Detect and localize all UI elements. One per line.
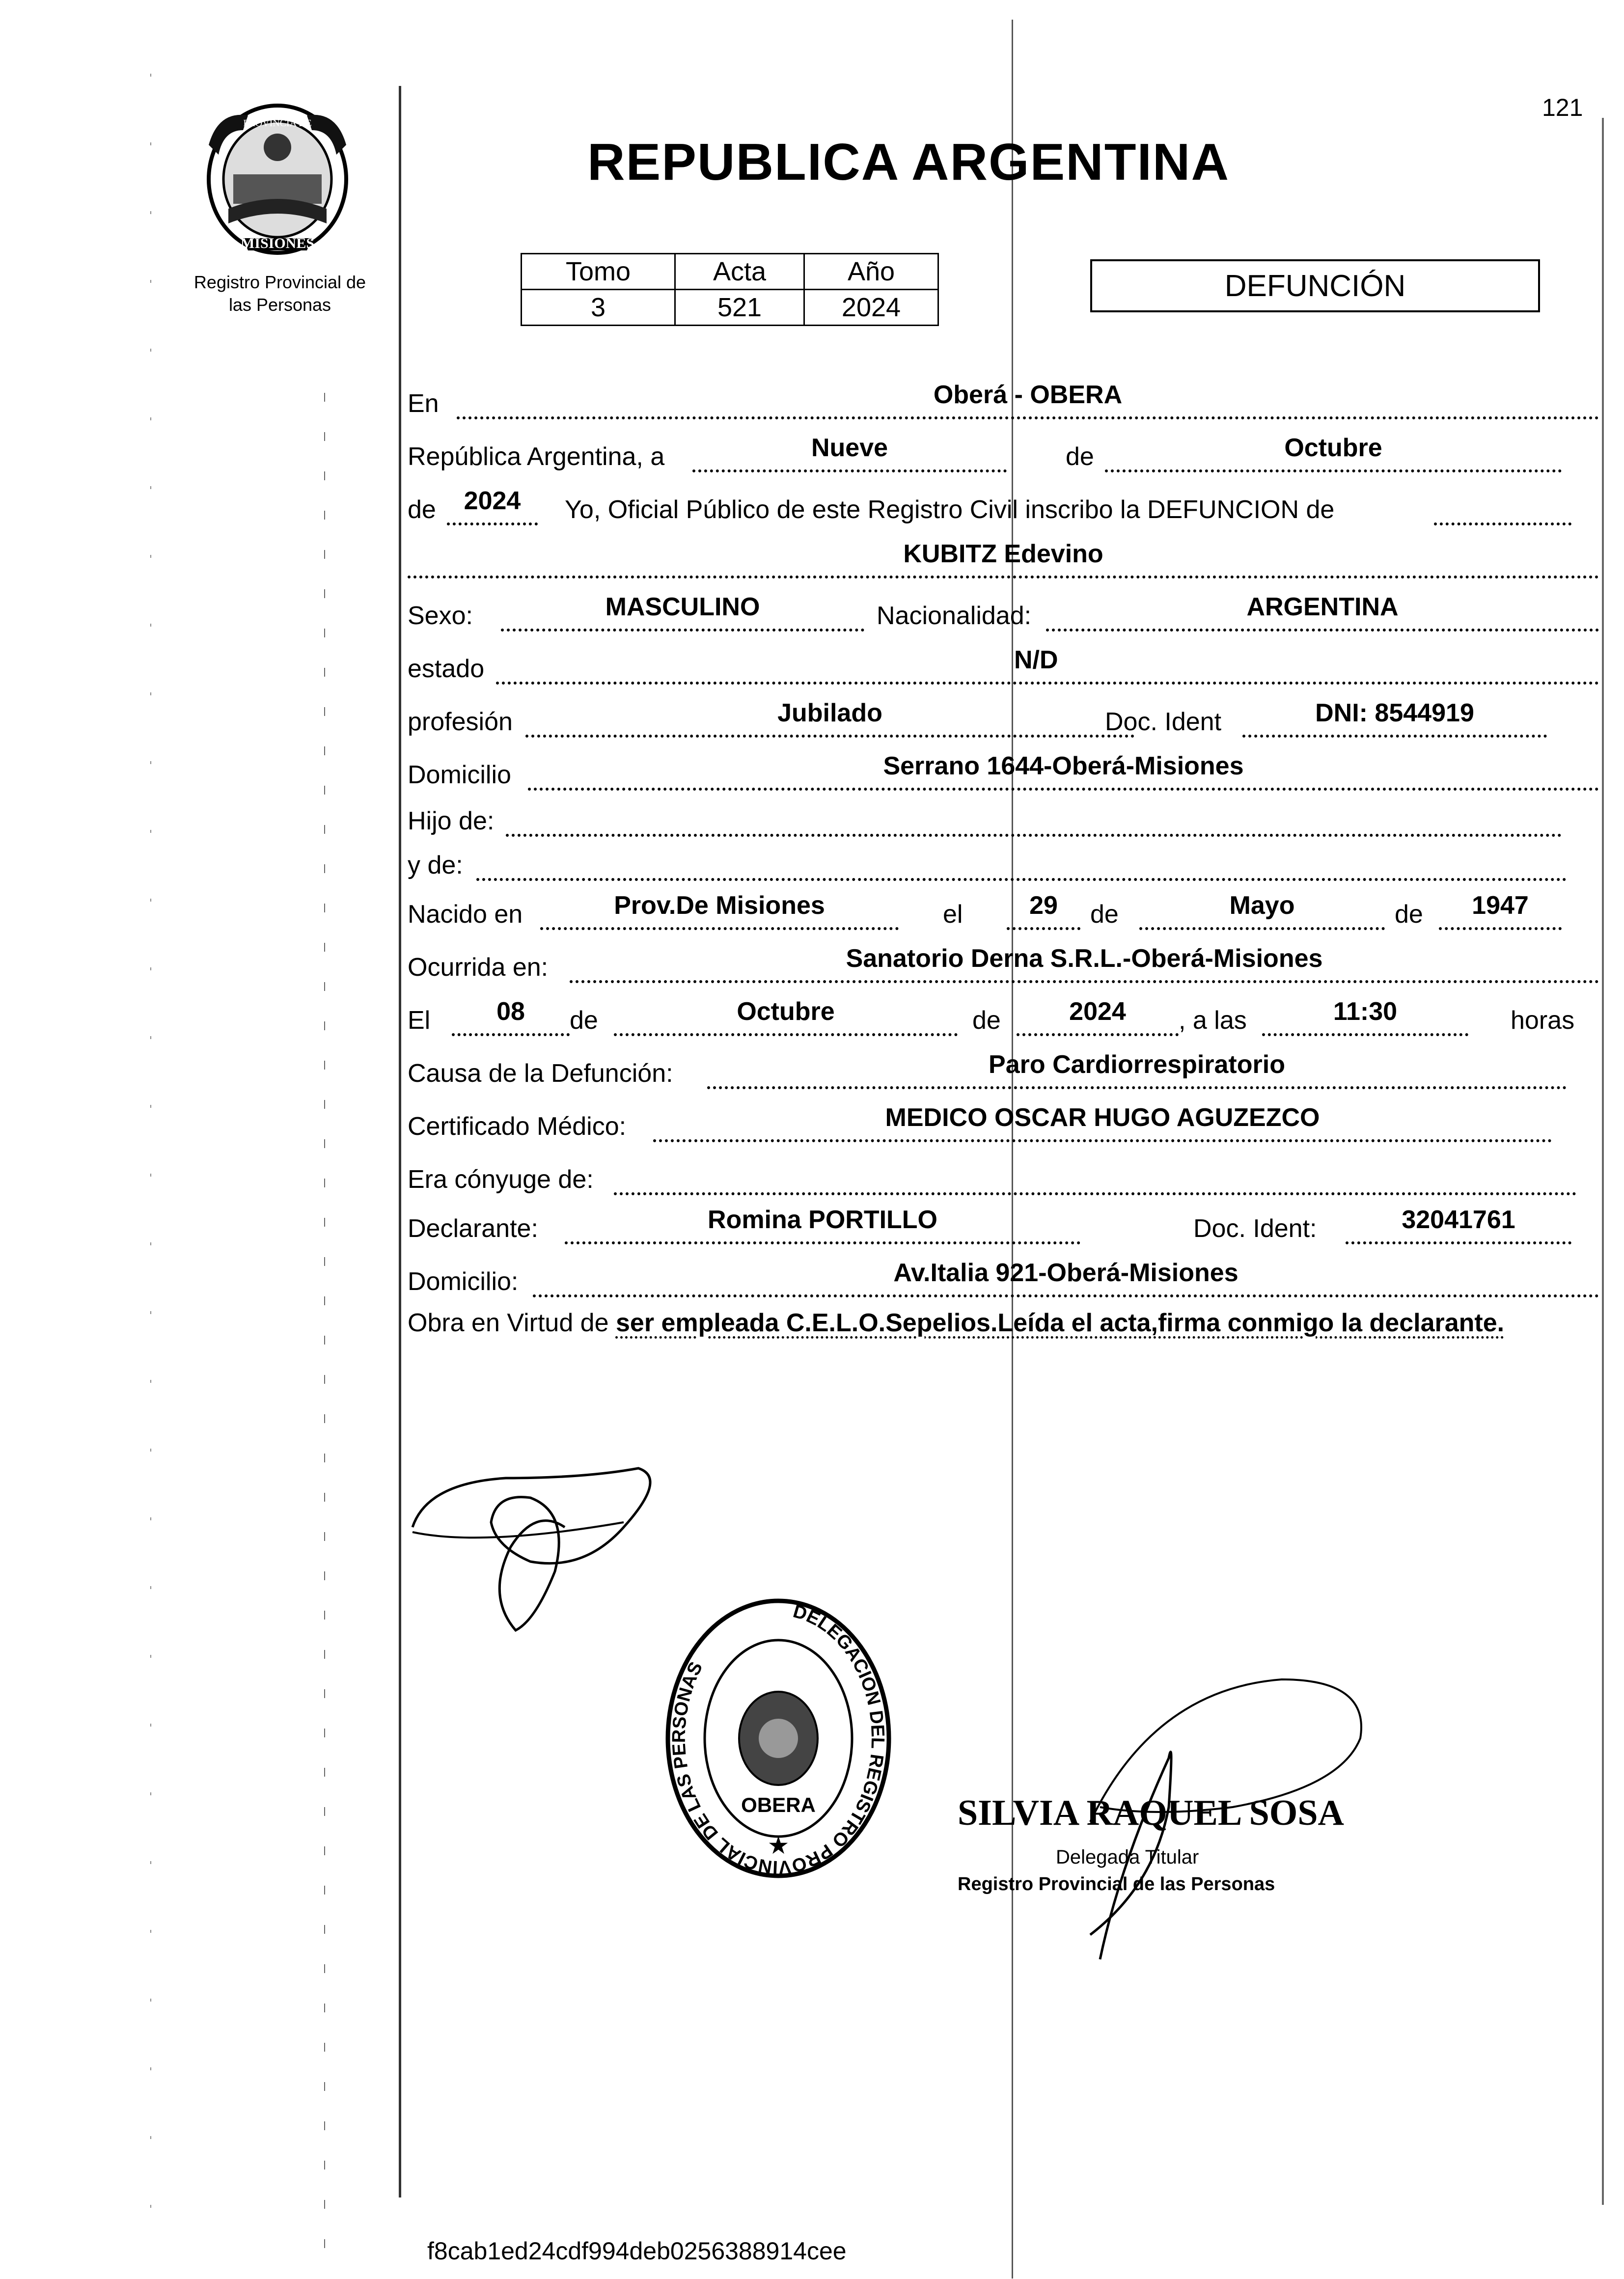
row-statement: [408, 479, 1599, 528]
value-deceased-name: KUBITZ Edevino: [903, 540, 1103, 568]
field-deceased: [408, 540, 1599, 578]
field-en: [457, 381, 1599, 419]
header-acta: Acta: [675, 254, 804, 290]
header-anio: Año: [804, 254, 938, 290]
value-anio: 2024: [804, 290, 938, 326]
label-alas: , a las: [1179, 1006, 1247, 1035]
value-obra: ser empleada C.E.L.O.Sepelios.Leída el acta,firma conmigo la declarante.: [615, 1309, 1505, 1337]
record-table-header-row: [522, 254, 938, 290]
signer-name: SILVIA RAQUEL SOSA: [958, 1793, 1344, 1833]
value-decl-doc: 32041761: [1402, 1206, 1515, 1234]
row-ocurrida: [408, 937, 1599, 986]
label-obra: Obra en Virtud de: [408, 1309, 609, 1337]
value-certificado: MEDICO OSCAR HUGO AGUZEZCO: [885, 1103, 1320, 1132]
label-estado: estado: [408, 655, 485, 683]
row-certificado: [408, 1096, 1599, 1145]
label-en: En: [408, 389, 439, 418]
label-de-2: de: [408, 495, 436, 524]
label-yde: y de:: [408, 851, 463, 879]
field-birth-day: [1007, 891, 1080, 930]
row-fecha: [408, 426, 1599, 475]
record-table: [521, 253, 939, 326]
field-birth-year: [1439, 891, 1562, 930]
label-ocurrida: Ocurrida en:: [408, 953, 549, 982]
value-en: Oberá - OBERA: [933, 381, 1123, 409]
value-ocurrida: Sanatorio Derna S.R.L.-Oberá-Misiones: [846, 944, 1323, 973]
record-table-value-row: [522, 290, 938, 326]
label-certificado: Certificado Médico:: [408, 1112, 627, 1141]
field-death-month: [614, 997, 958, 1036]
field-causa: [707, 1050, 1567, 1089]
left-margin-line: [399, 86, 401, 2197]
value-death-year: 2024: [1069, 997, 1126, 1026]
label-profesion: profesión: [408, 708, 513, 736]
value-tomo: 3: [522, 290, 675, 326]
registry-caption: Registro Provincial de las Personas: [193, 272, 366, 315]
row-domicilio: [408, 744, 1599, 794]
field-month-word: [1105, 434, 1562, 472]
field-statement-end: [1434, 495, 1571, 525]
document-title: REPUBLICA ARGENTINA: [587, 133, 1230, 191]
binding-dots-outer: [150, 74, 151, 2234]
label-declarante: Declarante:: [408, 1214, 538, 1243]
registry-oval-stamp: [663, 1596, 894, 1881]
value-death-time: 11:30: [1333, 997, 1398, 1026]
value-acta: 521: [675, 290, 804, 326]
field-death-year: [1017, 997, 1179, 1036]
obra-statement: [408, 1306, 1599, 1340]
row-declarante: [408, 1198, 1599, 1247]
label-domicilio: Domicilio: [408, 761, 511, 789]
value-profesion: Jubilado: [777, 699, 882, 727]
header-tomo: Tomo: [522, 254, 675, 290]
statement-text: Yo, Oficial Público de este Registro Civil inscribo la DEFUNCION de: [565, 495, 1335, 524]
row-en: [408, 373, 1599, 422]
field-doc-ident: [1242, 699, 1547, 738]
row-nacido: [408, 884, 1599, 933]
value-decl-domicilio: Av.Italia 921-Oberá-Misiones: [893, 1259, 1239, 1287]
value-nacido: Prov.De Misiones: [614, 891, 825, 920]
field-estado: [496, 646, 1599, 685]
field-profesion: [525, 699, 1134, 738]
label-republica: República Argentina, a: [408, 442, 665, 471]
binding-dots: [324, 393, 325, 2259]
label-decl-domicilio: Domicilio:: [408, 1267, 519, 1296]
svg-text:OBERA: OBERA: [741, 1793, 816, 1816]
handwritten-signature-scribble: [408, 1449, 663, 1635]
svg-text:MISIONES: MISIONES: [240, 235, 315, 251]
field-hijo: [506, 806, 1562, 837]
label-de-5: de: [570, 1006, 598, 1035]
value-birth-month: Mayo: [1229, 891, 1295, 920]
row-hijo: [408, 791, 1599, 840]
value-death-day: 08: [496, 997, 525, 1026]
field-death-time: [1262, 997, 1468, 1036]
field-domicilio: [528, 752, 1599, 791]
field-decl-domicilio: [533, 1259, 1599, 1297]
signer-role: Delegada Titular: [1056, 1846, 1199, 1868]
label-conyuge: Era cónyuge de:: [408, 1165, 594, 1194]
field-nacido: [540, 891, 899, 930]
field-yde: [476, 851, 1567, 881]
label-hijo: Hijo de:: [408, 807, 495, 835]
record-type-box: DEFUNCIÓN: [1090, 259, 1540, 312]
field-ocurrida: [570, 944, 1599, 983]
row-estado: [408, 638, 1599, 687]
value-year: 2024: [464, 487, 521, 515]
label-horas: horas: [1511, 1006, 1575, 1035]
value-birth-day: 29: [1029, 891, 1058, 920]
value-sexo: MASCULINO: [605, 593, 760, 621]
value-birth-year: 1947: [1472, 891, 1529, 920]
page-number: 121: [1542, 94, 1583, 121]
field-day-word: [692, 434, 1007, 472]
label-doc-ident: Doc. Ident: [1105, 708, 1222, 736]
document-hash: f8cab1ed24cdf994deb0256388914cee: [427, 2237, 847, 2265]
row-death-date: [408, 990, 1599, 1039]
field-birth-month: [1139, 891, 1385, 930]
row-profesion: [408, 691, 1599, 741]
value-doc-ident: DNI: 8544919: [1315, 699, 1474, 727]
field-decl-doc: [1346, 1206, 1571, 1244]
field-certificado: [653, 1103, 1552, 1142]
label-el-cap: El: [408, 1006, 431, 1035]
value-nacionalidad: ARGENTINA: [1246, 593, 1399, 621]
svg-text:★: ★: [767, 1832, 790, 1859]
label-el: el: [943, 900, 963, 929]
right-margin-line: [1602, 118, 1604, 2205]
row-sexo: [408, 585, 1599, 634]
field-sexo: [501, 593, 864, 632]
label-sexo: Sexo:: [408, 602, 473, 630]
row-deceased: [408, 532, 1599, 581]
label-causa: Causa de la Defunción:: [408, 1059, 673, 1088]
label-de-4: de: [1395, 900, 1423, 929]
svg-text:DELEGACION DEL REGISTRO PROVIN: DELEGACION DEL REGISTRO PROVINCIAL DE LAS PERSONAS: [668, 1601, 888, 1878]
province-seal-image: [199, 101, 356, 258]
field-nacionalidad: [1046, 593, 1599, 632]
label-nacido: Nacido en: [408, 900, 523, 929]
value-domicilio: Serrano 1644-Oberá-Misiones: [883, 752, 1244, 780]
row-yde: [408, 835, 1599, 884]
field-declarante: [565, 1206, 1080, 1244]
value-causa: Paro Cardiorrespiratorio: [989, 1050, 1285, 1079]
label-de-6: de: [972, 1006, 1001, 1035]
value-estado: N/D: [1014, 646, 1058, 674]
row-causa: [408, 1043, 1599, 1092]
label-de-1: de: [1066, 442, 1094, 471]
value-day-word: Nueve: [811, 434, 888, 462]
label-de-3: de: [1090, 900, 1119, 929]
label-nacionalidad: Nacionalidad:: [877, 602, 1032, 630]
value-declarante: Romina PORTILLO: [708, 1206, 937, 1234]
field-death-day: [452, 997, 570, 1036]
field-year: [447, 487, 538, 525]
label-decl-doc: Doc. Ident:: [1193, 1214, 1317, 1243]
signer-office: Registro Provincial de las Personas: [958, 1874, 1275, 1895]
row-decl-domicilio: [408, 1251, 1599, 1300]
value-month-word: Octubre: [1284, 434, 1382, 462]
svg-text:PROVINCIA DE: PROVINCIA DE: [243, 118, 312, 129]
value-death-month: Octubre: [737, 997, 835, 1026]
row-conyuge: [408, 1149, 1599, 1198]
field-conyuge: [614, 1165, 1576, 1195]
